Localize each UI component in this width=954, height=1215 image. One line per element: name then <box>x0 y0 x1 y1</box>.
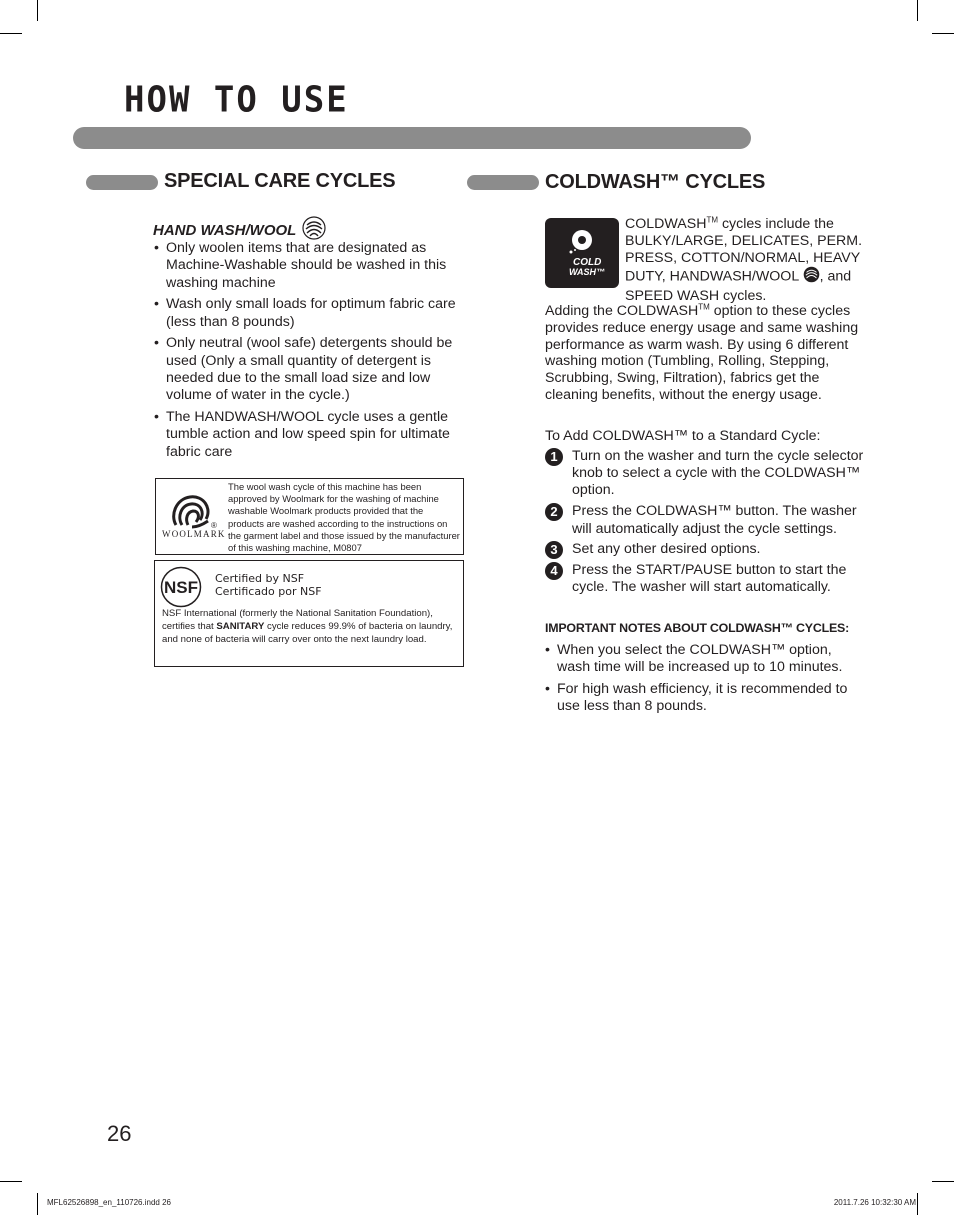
nsf-box <box>154 560 464 667</box>
nsf-description <box>162 608 455 646</box>
intro-part: , and SPEED WASH cycles. <box>625 269 852 305</box>
step-text: Set any other desired options. <box>572 541 761 558</box>
nsf-desc-part: cycle reduces 99.9% of bacteria on laundry, and none of bacteria will carry over onto the next laundry load. <box>162 620 453 645</box>
page-title: HOW TO USE <box>124 79 349 121</box>
coldwash-icon-label-wash: WASH™ <box>569 267 605 277</box>
coldwash-intro <box>625 216 870 305</box>
crop-mark <box>0 33 22 34</box>
adding-part: option to these cycles provides reduce energy usage and same washing performance as warm wash. By using 6 different washing motion (Tumbling, Rolling, Stepping, Scrubbing, Swing, Filtration), fabrics get the cleaning benefits, without the energy usage. <box>545 303 859 403</box>
hand-wash-heading-text: HAND WASH/WOOL <box>153 221 297 239</box>
woolmark-text: The wool wash cycle of this machine has been approved by Woolmark for the washing of machine washable Woolmark products provided that the products are washed according to the instructions on the garment label and those issued by the manufacturer of this washing machine, M0807 <box>228 481 460 554</box>
title-bar <box>73 127 751 149</box>
nsf-cert-en: Certified by NSF <box>215 572 305 585</box>
crop-mark <box>932 33 954 34</box>
coldwash-heading: COLDWASH™ CYCLES <box>545 171 766 193</box>
important-notes-heading: IMPORTANT NOTES ABOUT COLDWASH™ CYCLES: <box>545 621 850 635</box>
step-item <box>545 562 875 596</box>
nsf-certified-text <box>215 572 322 598</box>
section-pill <box>86 175 158 190</box>
woolmark-logo-word: WOOLMARK <box>162 529 226 539</box>
footer-timestamp: 2011.7.26 10:32:30 AM <box>833 1198 916 1207</box>
crop-mark <box>917 0 918 21</box>
adding-part: Adding the COLDWASH <box>545 303 699 319</box>
nsf-logo-text: NSF <box>164 578 198 597</box>
crop-mark <box>0 1181 22 1182</box>
crop-mark <box>917 1193 918 1215</box>
crop-mark <box>932 1181 954 1182</box>
step-number: 1 <box>545 448 563 466</box>
step-text: Press the COLDWASH™ button. The washer will automatically adjust the cycle settings. <box>572 503 857 537</box>
nsf-logo-icon <box>160 566 202 608</box>
trademark-mark: TM <box>698 302 710 312</box>
nsf-cert-es: Certificado por NSF <box>215 585 322 598</box>
footer-filename: MFL62526898_en_110726.indd 26 <box>47 1198 171 1207</box>
step-number: 2 <box>545 503 563 521</box>
trademark-mark: TM <box>706 215 719 225</box>
registered-mark: ® <box>211 521 217 530</box>
crop-mark <box>37 1193 38 1215</box>
list-item: • For high wash efficiency, it is recommended to use less than 8 pounds. <box>545 681 867 716</box>
coldwash-icon-label-cold: COLD <box>573 257 602 268</box>
hand-wash-bullet-list <box>154 240 474 466</box>
step-item <box>545 541 875 558</box>
list-item: • Wash only small loads for optimum fabric care (less than 8 pounds) <box>154 296 474 331</box>
nsf-desc-sanitary: SANITARY <box>216 620 265 632</box>
special-care-heading: SPECIAL CARE CYCLES <box>164 170 396 192</box>
step-text: Turn on the washer and turn the cycle selector knob to select a cycle with the COLDWASH™ option. <box>572 448 864 499</box>
list-item: • When you select the COLDWASH™ option, wash time will be increased up to 10 minutes. <box>545 642 867 677</box>
step-text: Press the START/PAUSE button to start the cycle. The washer will start automatically. <box>572 562 847 596</box>
section-pill <box>467 175 539 190</box>
list-item: • The HANDWASH/WOOL cycle uses a gentle tumble action and low speed spin for ultimate fabric care <box>154 409 474 461</box>
coldwash-icon <box>545 218 619 288</box>
coldwash-steps <box>545 448 875 600</box>
to-add-label: To Add COLDWASH™ to a Standard Cycle: <box>545 428 821 444</box>
step-number: 3 <box>545 541 563 559</box>
nsf-desc-part: NSF International (formerly the National Sanitation Foundation), certifies that <box>162 608 433 632</box>
step-number: 4 <box>545 562 563 580</box>
list-item: • Only woolen items that are designated as Machine-Washable should be washed in this washing machine <box>154 240 474 292</box>
intro-part: cycles include the BULKY/LARGE, DELICATES, PERM. PRESS, COTTON/NORMAL, HEAVY DUTY, HANDWASH/WOOL <box>625 216 863 286</box>
step-item <box>545 503 875 537</box>
page-number: 26 <box>107 1121 132 1146</box>
coldwash-adding-paragraph <box>545 303 875 404</box>
list-item: • Only neutral (wool safe) detergents should be used (Only a small quantity of detergent is needed due to the small load size and low volume of water in the cycle.) <box>154 335 474 404</box>
step-item <box>545 448 875 500</box>
wool-ball-icon <box>803 266 820 288</box>
intro-part: COLDWASH <box>625 216 707 232</box>
woolmark-logo-icon <box>162 487 222 551</box>
coldwash-notes-list <box>545 642 867 720</box>
woolmark-box <box>155 478 464 555</box>
crop-mark <box>37 0 38 21</box>
